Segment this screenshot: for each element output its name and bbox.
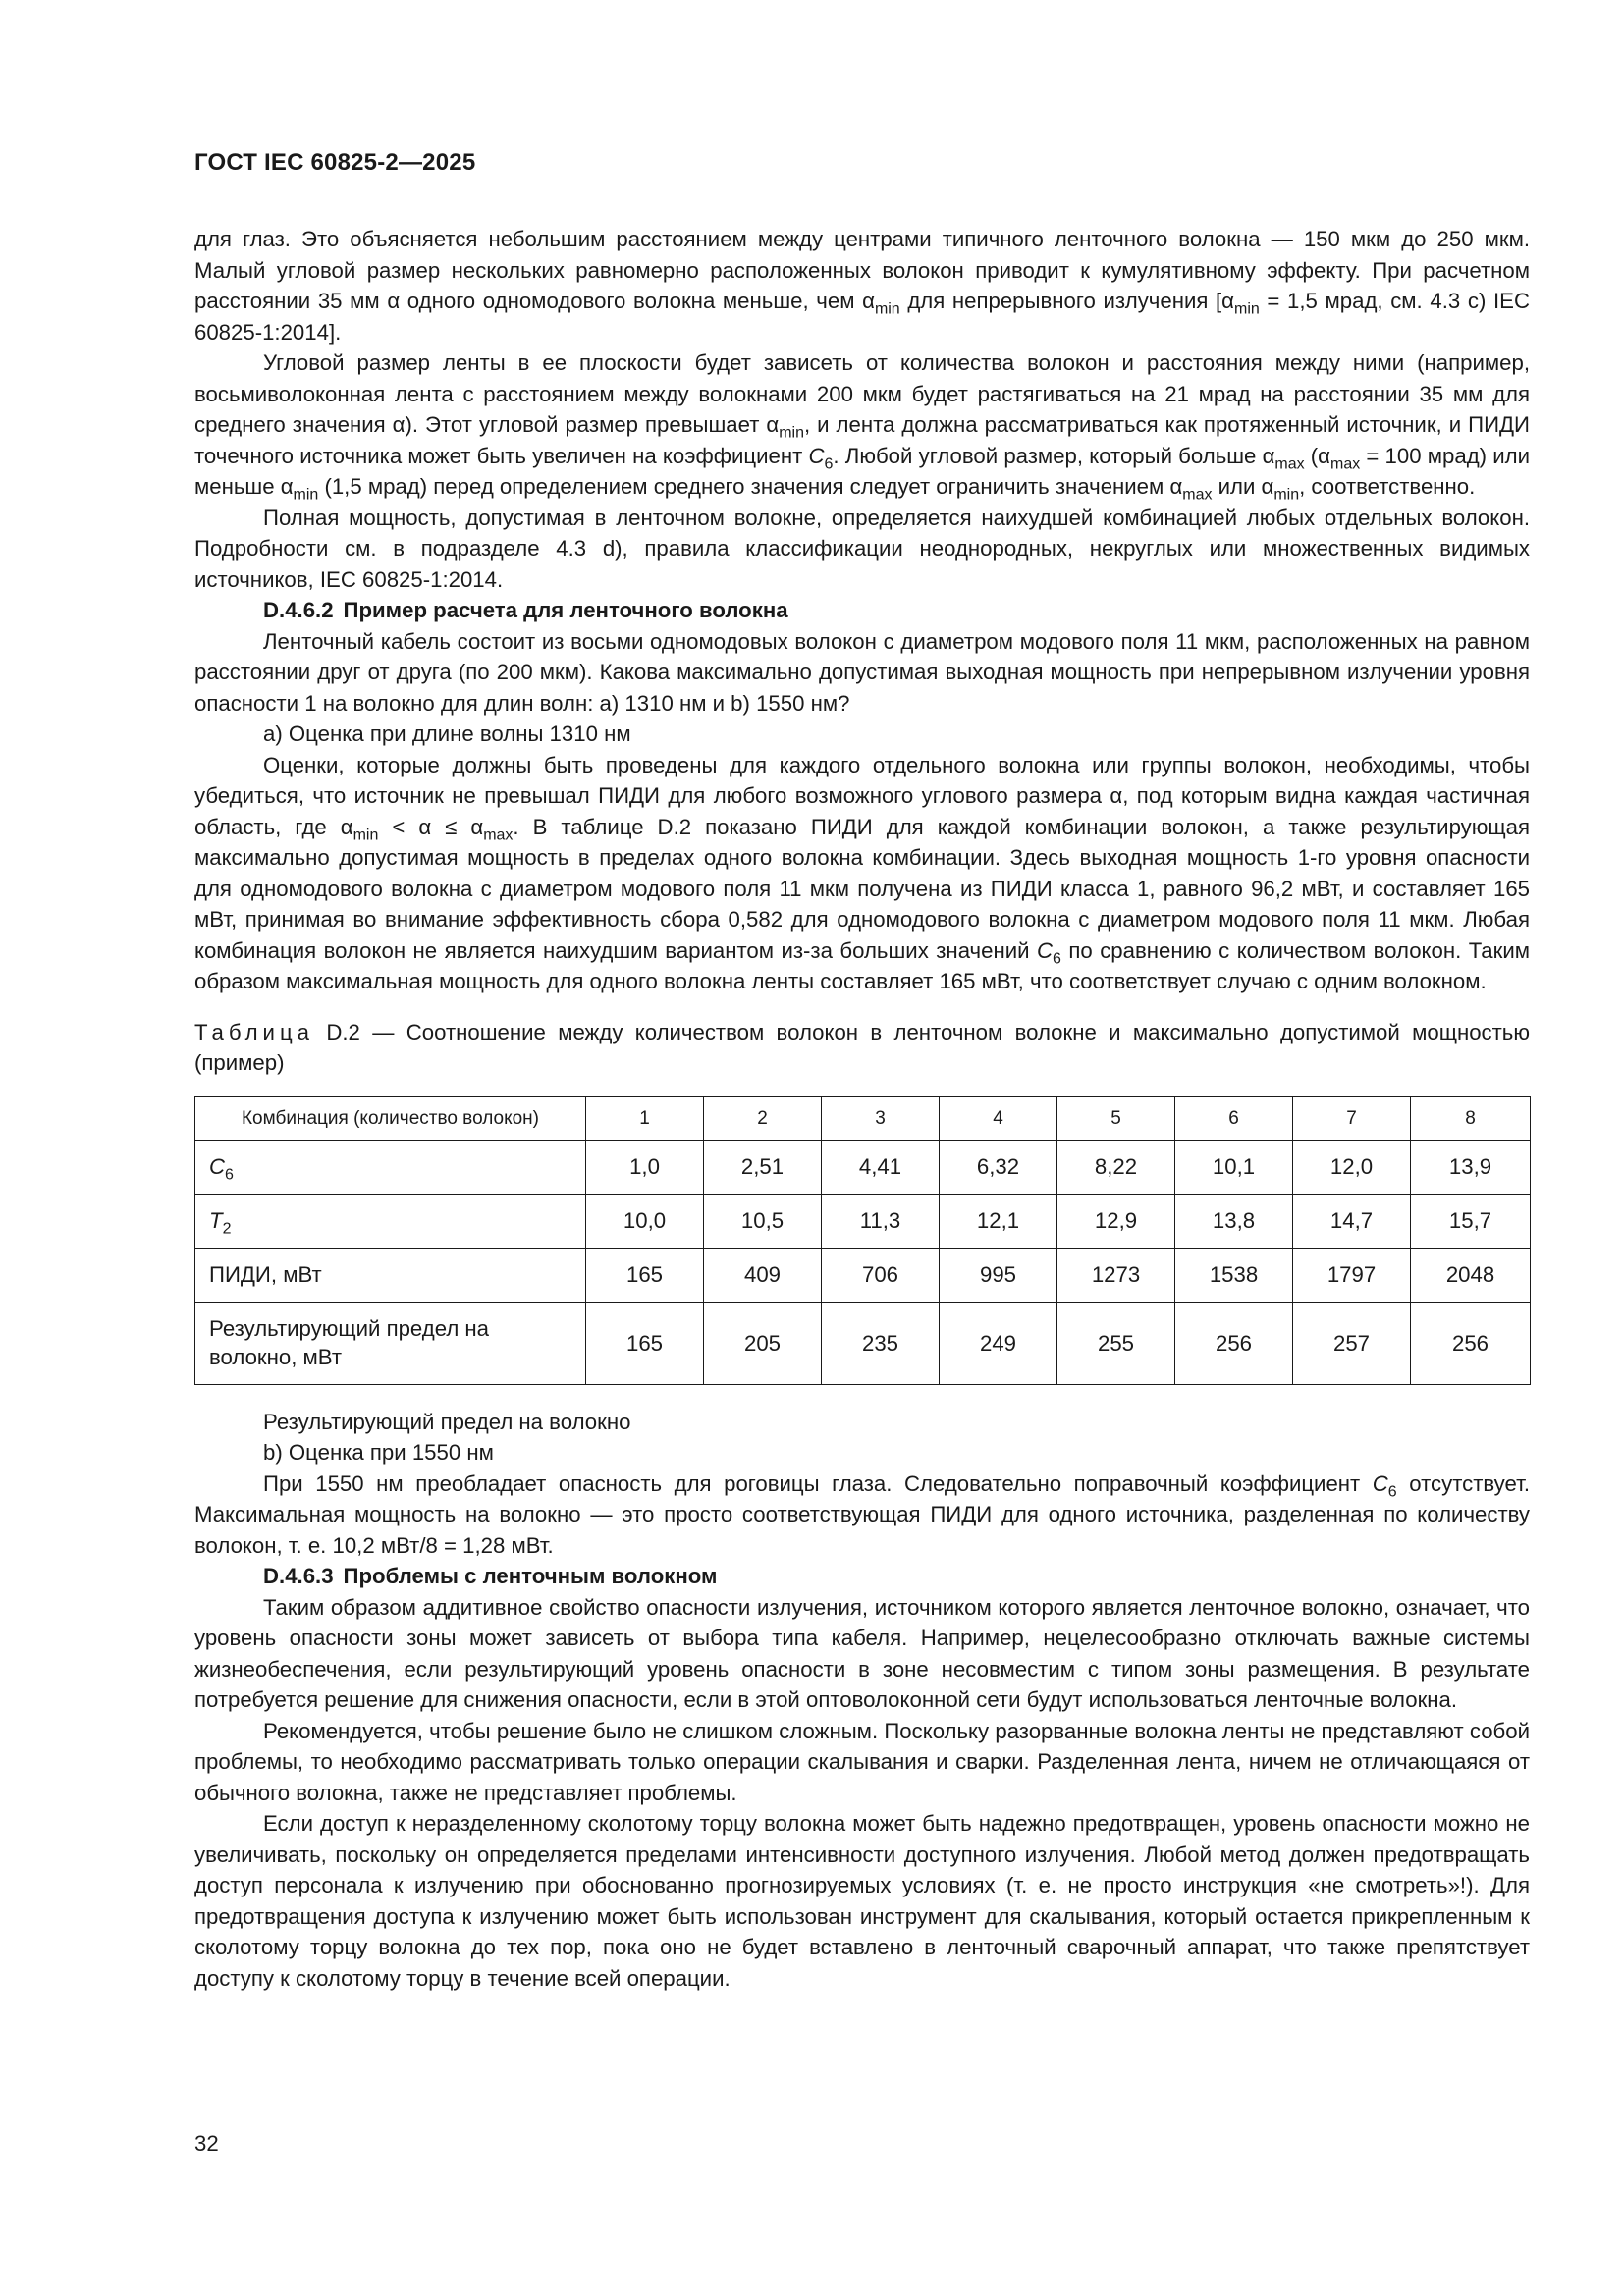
section-title: Проблемы с ленточным волокном [343, 1564, 718, 1588]
paragraph: Таким образом аддитивное свойство опасности излучения, источником которого является ленточное волокно, означает, что уровень опасности зоны может зависеть от выбора типа кабеля. Например, нецелесообразно отключать важные системы жизнеобеспечения, если результирующий уровень опасности в зоне несовместим с типом зоны размещения. В результате потребуется решение для снижения опасности, если в этой оптоволоконной сети будут использоваться ленточные волокна. [194, 1594, 1530, 1712]
table-cell: 1538 [1175, 1248, 1293, 1302]
section-number: D.4.6.2 [263, 598, 334, 622]
section-number: D.4.6.3 [263, 1564, 334, 1588]
table-cell: 235 [822, 1302, 940, 1384]
table-cell: 13,9 [1411, 1140, 1531, 1194]
section-title: Пример расчета для ленточного волокна [343, 598, 788, 622]
table-header-row [195, 1096, 1531, 1140]
paragraph: Угловой размер ленты в ее плоскости будет зависеть от количества волокон и расстояния между ними (например, восьмиволоконная лента с расстоянием между волокнами 200 мкм будет растягиваться на 21 мрад на расстоянии 35 мм для среднего значения α). Этот угловой размер превышает $\alpha_{min}$, и лента должна рассматриваться как протяженный источник, и ПИДИ точечного источника может быть увеличен на коэффициент $C_6$. Любой угловой размер, который больше $\alpha_{max}$ ($\alpha_{max} = 100$ мрад) или меньше $\alpha_{min}$ (1,5 мрад) перед определением среднего значения следует ограничить значением $\alpha_{max}$ или $\alpha_{min}$, соответственно. [194, 350, 1531, 504]
table-header-cell: 8 [1411, 1096, 1531, 1140]
paragraph: b) Оценка при 1550 нм [263, 1440, 494, 1465]
table-cell: 165 [586, 1302, 704, 1384]
table-cell: 10,5 [704, 1194, 822, 1248]
table-cell: 1,0 [586, 1140, 704, 1194]
table-cell: 12,1 [940, 1194, 1057, 1248]
paragraph: При 1550 нм преобладает опасность для роговицы глаза. Следовательно поправочный коэффициент $C_6$ отсутствует. Максимальная мощность на волокно — это просто соответствующая ПИДИ для одного источника, разделенная по количеству волокон, т. е. 10,2 мВт/8 = 1,28 мВт. [194, 1470, 1530, 1558]
page-content [194, 224, 1530, 1994]
table-cell: 6,32 [940, 1140, 1057, 1194]
table-cell: 256 [1411, 1302, 1531, 1384]
row-label: Результирующий предел на волокно, мВт [195, 1302, 586, 1384]
table-cell: 2048 [1411, 1248, 1531, 1302]
paragraph: Рекомендуется, чтобы решение было не слишком сложным. Поскольку разорванные волокна ленты не представляют собой проблемы, то необходимо рассматривать только операции скалывания и сварки. Разделенная лента, ничем не отличающаяся от обычного волокна, также не представляет проблемы. [194, 1718, 1530, 1805]
paragraph: Ленточный кабель состоит из восьми одномодовых волокон с диаметром модового поля 11 мкм, расположенных на равном расстоянии друг от друга (по 200 мкм). Какова максимально допустимая выходная мощность при непрерывном излучении уровня опасности 1 на волокно для длин волн: а) 1310 нм и b) 1550 нм? [194, 628, 1530, 716]
table-row [195, 1194, 1531, 1248]
table-header-cell: Комбинация (количество волокон) [195, 1096, 586, 1140]
row-label: $C_6$ [195, 1140, 586, 1194]
table-caption: Таблица D.2 — Соотношение между количеством волокон в ленточном волокне и максимально допустимой мощностью (пример) [194, 1019, 1530, 1075]
table-cell: 15,7 [1411, 1194, 1531, 1248]
paragraph: Результирующий предел на волокно [263, 1409, 631, 1434]
table-cell: 1797 [1293, 1248, 1411, 1302]
document-header: ГОСТ IEC 60825-2—2025 [194, 149, 476, 176]
table-cell: 255 [1057, 1302, 1175, 1384]
table-cell: 12,0 [1293, 1140, 1411, 1194]
paragraph: Полная мощность, допустимая в ленточном волокне, определяется наихудшей комбинацией любых отдельных волокон. Подробности см. в подразделе 4.3 d), правила классификации неоднородных, некруглых или множественных видимых источников, IEC 60825-1:2014. [194, 505, 1530, 592]
table-row [195, 1248, 1531, 1302]
table-header-cell: 7 [1293, 1096, 1411, 1140]
table-cell: 995 [940, 1248, 1057, 1302]
table-cell: 2,51 [704, 1140, 822, 1194]
table-header-cell: 4 [940, 1096, 1057, 1140]
table-cell: 409 [704, 1248, 822, 1302]
page-number: 32 [194, 2131, 219, 2156]
table-cell: 1273 [1057, 1248, 1175, 1302]
paragraph: Если доступ к неразделенному сколотому торцу волокна может быть надежно предотвращен, уровень опасности можно не увеличивать, поскольку он определяется пределами интенсивности доступного излучения. Любой метод должен предотвращать доступ персонала к излучению при обоснованно прогнозируемых условиях (т. е. не просто инструкция «не смотреть»!). Для предотвращения доступа к излучению может быть использован инструмент для скалывания, который остается прикрепленным к сколотому торцу волокна до тех пор, пока оно не будет вставлено в ленточный сварочный аппарат, что также препятствует доступу к сколотому торцу в течение всей операции. [194, 1811, 1530, 1991]
table-header-cell: 3 [822, 1096, 940, 1140]
table-row [195, 1302, 1531, 1384]
table-cell: 8,22 [1057, 1140, 1175, 1194]
paragraph: для глаз. Это объясняется небольшим расстоянием между центрами типичного ленточного волокна — 150 мкм до 250 мкм. Малый угловой размер нескольких равномерно расположенных волокон приводит к кумулятивному эффекту. При расчетном расстоянии 35 мм α одного одномодового волокна меньше, чем $\alpha_{min}$ для непрерывного излучения [$\alpha_{min} = 1,5$ мрад, см. 4.3 с) IEC 60825-1:2014]. [194, 227, 1530, 345]
table-cell: 706 [822, 1248, 940, 1302]
table-cell: 10,1 [1175, 1140, 1293, 1194]
section-heading [194, 595, 1530, 626]
table-cell: 257 [1293, 1302, 1411, 1384]
table-header-cell: 6 [1175, 1096, 1293, 1140]
table-header-cell: 5 [1057, 1096, 1175, 1140]
row-label: $T_2$ [195, 1194, 586, 1248]
table-cell: 10,0 [586, 1194, 704, 1248]
table-cell: 4,41 [822, 1140, 940, 1194]
fiber-power-table [194, 1096, 1531, 1385]
paragraph: а) Оценка при длине волны 1310 нм [263, 721, 631, 746]
table-header-cell: 1 [586, 1096, 704, 1140]
table-cell: 14,7 [1293, 1194, 1411, 1248]
table-cell: 12,9 [1057, 1194, 1175, 1248]
table-cell: 11,3 [822, 1194, 940, 1248]
section-heading [194, 1561, 1530, 1592]
table-cell: 256 [1175, 1302, 1293, 1384]
table-cell: 165 [586, 1248, 704, 1302]
paragraph: Оценки, которые должны быть проведены для каждого отдельного волокна или группы волокон, необходимы, чтобы убедиться, что источник не превышал ПИДИ для любого возможного углового размера α, под которым видна каждая частичная область, где $\alpha_{min} < \alpha \le \alpha_{max}$. В таблице D.2 показано ПИДИ для каждой комбинации волокон, а также результирующая максимально допустимая мощность в пределах одного волокна комбинации. Здесь выходная мощность 1-го уровня опасности для одномодового волокна с диаметром модового поля 11 мкм получена из ПИДИ класса 1, равного 96,2 мВт, и составляет 165 мВт, принимая во внимание эффективность сбора 0,582 для одномодового волокна с диаметром модового поля 11 мкм. Любая комбинация волокон не является наихудшим вариантом из-за больших значений $C_6$ по сравнению с количеством волокон. Таким образом максимальная мощность для одного волокна ленты составляет 165 мВт, что соответствует случаю с одним волокном. [194, 752, 1531, 993]
table-header-cell: 2 [704, 1096, 822, 1140]
table-cell: 13,8 [1175, 1194, 1293, 1248]
row-label: ПИДИ, мВт [195, 1248, 586, 1302]
table-cell: 249 [940, 1302, 1057, 1384]
table-cell: 205 [704, 1302, 822, 1384]
table-row [195, 1140, 1531, 1194]
